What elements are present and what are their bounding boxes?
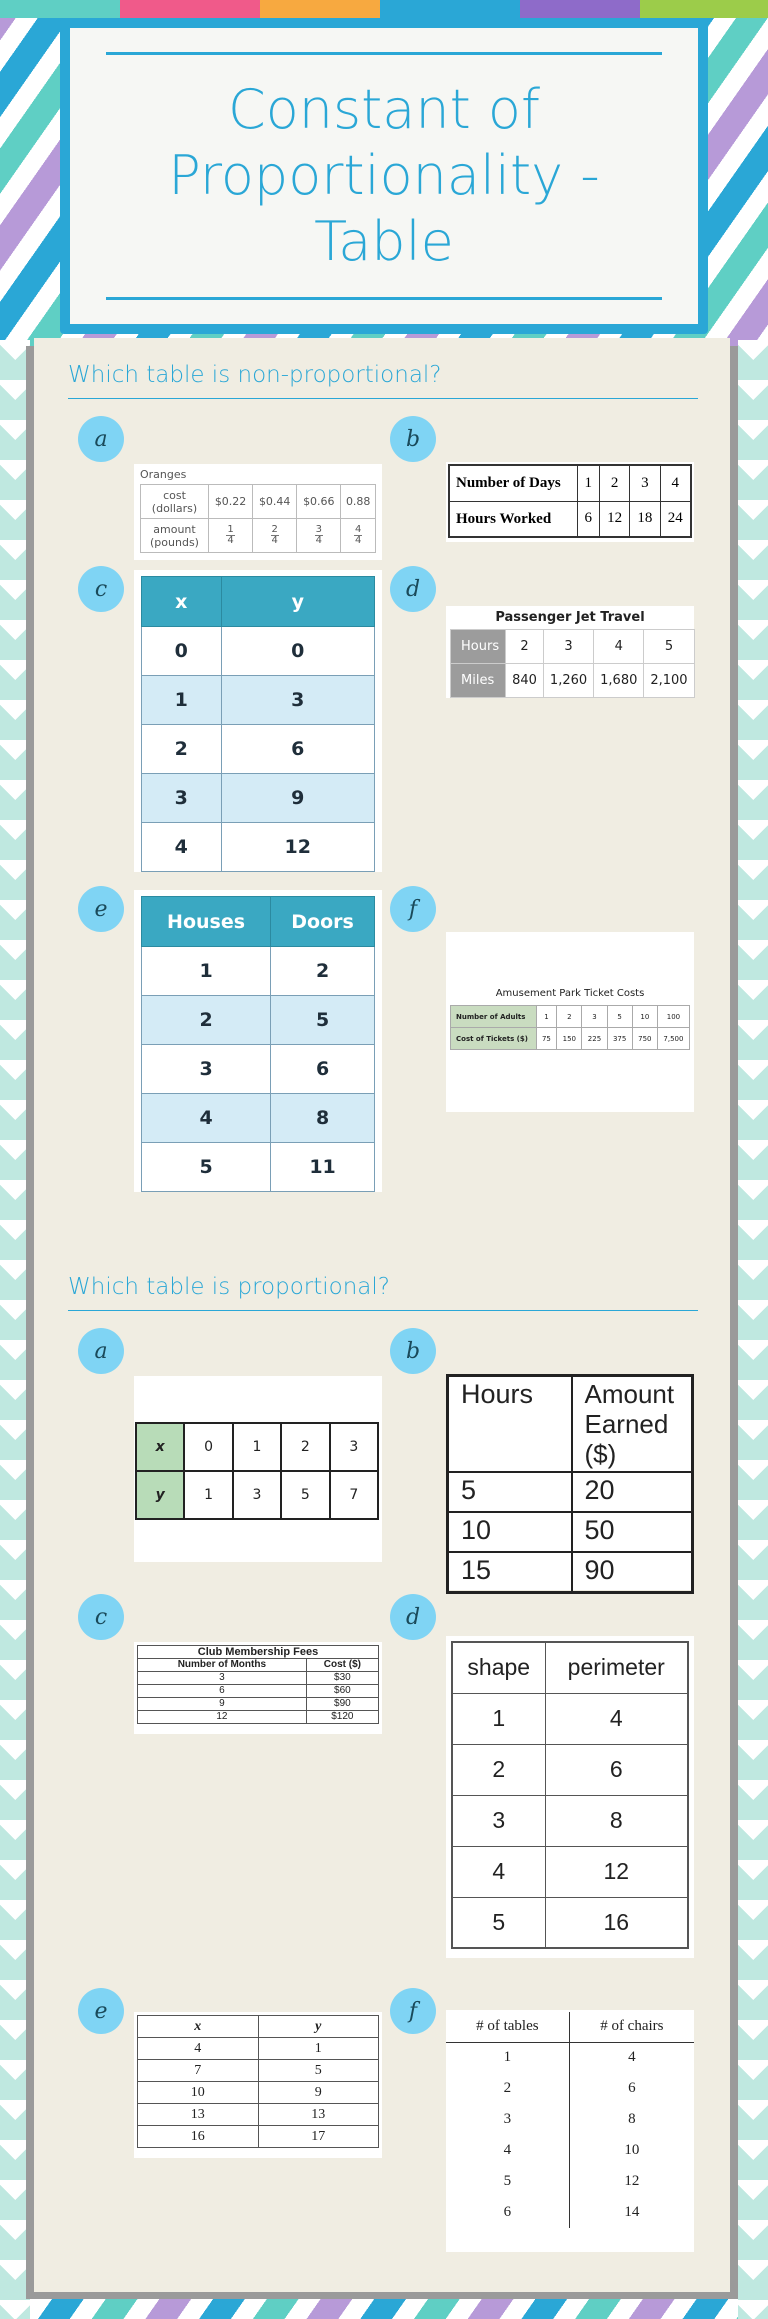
cell: 150 [557,1028,582,1050]
row-label: Hours [451,630,506,664]
cell: 4 [142,823,222,872]
column-header: Cost ($) [306,1659,378,1672]
xy-table-card [134,570,382,872]
cell: 6 [446,2197,569,2228]
cell: 5 [446,2166,569,2197]
cell: 3 [330,1423,378,1471]
cell: $0.44 [253,485,297,519]
amusement-caption: Amusement Park Ticket Costs [495,988,645,999]
cell: 100 [657,1006,689,1028]
cell: 12 [221,823,374,872]
cell: 90 [572,1552,693,1592]
cell: 10 [448,1512,572,1552]
column-header: x [138,2016,259,2038]
oranges-table-card [134,464,382,560]
xy-table [141,576,375,872]
xy-grid-card [134,1376,382,1562]
column-header: y [221,577,374,627]
cell: 10 [624,2142,640,2158]
right-pattern [738,340,768,2319]
row-label: x [136,1423,184,1471]
cell: 12 [138,1711,307,1724]
cell: 12 [545,1846,688,1897]
title-banner [60,18,708,334]
cell: 5 [281,1471,329,1519]
cell: 1,680 [594,664,644,698]
cell: 11 [271,1143,375,1192]
hours-earned-table [446,1374,694,1594]
column-header: y [258,2016,379,2038]
cell: 6 [628,2080,636,2096]
jet-caption: Passenger Jet Travel [495,610,645,625]
cell: 4 [452,1846,545,1897]
cell: 20 [572,1472,693,1512]
cell: $0.66 [297,485,341,519]
row-label: y [136,1471,184,1519]
label-badge-a: a [78,1328,124,1374]
cell: 3 [630,465,660,501]
label-badge-e: e [78,886,124,932]
cell: 1 [452,1693,545,1744]
cell: 225 [582,1028,607,1050]
cell: 2 [452,1744,545,1795]
label-badge-f: f [390,886,436,932]
fraction: $\frac{2}{4}$ [271,524,278,546]
cell: 2 [281,1423,329,1471]
cell: 1 [536,1006,557,1028]
cell: $120 [306,1711,378,1724]
label-badge-f: f [390,1988,436,2034]
xy-serif-table [137,2015,379,2148]
cell: 5 [271,996,375,1045]
cell: 7,500 [657,1028,689,1050]
jet-travel-card [446,606,694,698]
label-badge-d: d [390,1594,436,1640]
label-badge-a: a [78,416,124,462]
cell: 1 [258,2038,379,2060]
label-badge-b: b [390,416,436,462]
cell: 7 [138,2060,259,2082]
row-label: Number of Days [449,465,577,501]
shape-perimeter-table [451,1641,689,1949]
cell: 50 [572,1512,693,1552]
cell: 18 [630,501,660,537]
cell: 9 [258,2082,379,2104]
cell: 3 [452,1795,545,1846]
cell: 1 [184,1471,232,1519]
cell: 0 [221,627,374,676]
cell: $60 [306,1685,378,1698]
column-header: Number of Months [138,1659,307,1672]
cell: 1 [142,947,271,996]
section-heading-proportional: Which table is proportional? [68,1274,698,1311]
cell: 8 [628,2111,636,2127]
amusement-park-card [446,932,694,1112]
column-header: x [142,577,222,627]
cell: 3 [142,1045,271,1094]
cell: 12 [599,501,629,537]
cell: 3 [446,2104,569,2135]
cell: 2,100 [644,664,694,698]
cell: 5 [258,2060,379,2082]
cell: 8 [271,1094,375,1143]
cell: 3 [582,1006,607,1028]
table-caption: Club Membership Fees [138,1646,379,1659]
column-header: shape [452,1642,545,1693]
hours-earned-card [446,1374,694,1590]
cell: 6 [577,501,599,537]
cell: 9 [221,774,374,823]
cell: 5 [644,630,694,664]
cell: 5 [452,1897,545,1948]
cell: 1 [446,2042,569,2073]
cell: 4 [446,2135,569,2166]
cell: 0 [142,627,222,676]
cell: 4 [545,1693,688,1744]
column-header: perimeter [545,1642,688,1693]
cell: 840 [506,664,544,698]
cell: 2 [142,996,271,1045]
column-header: Amount Earned ($) [572,1376,693,1473]
cell: 13 [258,2104,379,2126]
cell: $30 [306,1672,378,1685]
row-label: Hours Worked [449,501,577,537]
column-header: # of tables [446,2012,569,2042]
cell: 6 [545,1744,688,1795]
row-label: cost (dollars) [141,485,209,519]
xy-grid-table [135,1422,379,1520]
cell: 15 [448,1552,572,1592]
cell: 1,260 [543,664,593,698]
cell: 375 [607,1028,632,1050]
cell: 9 [138,1698,307,1711]
cell: 10 [138,2082,259,2104]
cell: 4 [594,630,644,664]
cell: 5 [142,1143,271,1192]
days-hours-table [448,464,692,538]
fraction: $\frac{3}{4}$ [315,524,322,546]
oranges-table [140,484,376,553]
amusement-park-table [450,1005,690,1050]
column-header: Hours [448,1376,572,1473]
oranges-caption: Oranges [140,468,187,481]
row-label: Cost of Tickets ($) [451,1028,537,1050]
cell: 1 [233,1423,281,1471]
cell: 4 [660,465,691,501]
cell: 2 [142,725,222,774]
label-badge-b: b [390,1328,436,1374]
cell: 1 [577,465,599,501]
cell: 10 [632,1006,657,1028]
cell: 3 [233,1471,281,1519]
page-title: Constant of Proportionality - Table [168,78,600,273]
jet-travel-table [450,629,695,698]
cell: 16 [138,2126,259,2148]
cell: 3 [142,774,222,823]
cell: 14 [624,2204,640,2220]
fraction: $\frac{1}{4}$ [227,524,234,546]
cell: 2 [271,947,375,996]
cell: $0.22 [209,485,253,519]
label-badge-c: c [78,1594,124,1640]
row-label: Miles [451,664,506,698]
label-badge-e: e [78,1988,124,2034]
cell: 4 [628,2049,636,2066]
cell: 24 [660,501,691,537]
cell: 6 [271,1045,375,1094]
row-label: Number of Adults [451,1006,537,1028]
cell: 17 [258,2126,379,2148]
column-header: Houses [142,897,271,947]
cell: 750 [632,1028,657,1050]
row-label: amount (pounds) [141,519,209,553]
days-hours-table-card [446,462,694,542]
cell: 1 [142,676,222,725]
top-stripe [0,0,768,18]
cell: 3 [138,1672,307,1685]
cell: 2 [599,465,629,501]
cell: 7 [330,1471,378,1519]
section-heading-non-proportional: Which table is non-proportional? [68,362,698,399]
tables-chairs-card [446,2010,694,2252]
xy-serif-card [134,2012,382,2158]
cell: 0.88 [341,485,376,519]
tables-chairs-table [446,2012,694,2228]
club-membership-card [134,1642,382,1734]
cell: 4 [138,2038,259,2060]
cell: 12 [624,2173,640,2189]
cell: 3 [543,630,593,664]
cell: 5 [607,1006,632,1028]
cell: 6 [138,1685,307,1698]
houses-doors-card [134,890,382,1192]
cell: $90 [306,1698,378,1711]
club-membership-table [137,1645,379,1724]
cell: 5 [448,1472,572,1512]
cell: 13 [138,2104,259,2126]
cell: 6 [221,725,374,774]
fraction: $\frac{4}{4}$ [355,524,362,546]
cell: 3 [221,676,374,725]
shape-perimeter-card [446,1636,694,1958]
column-header: Doors [271,897,375,947]
label-badge-d: d [390,566,436,612]
cell: 2 [557,1006,582,1028]
cell: 2 [506,630,544,664]
houses-doors-table [141,896,375,1192]
label-badge-c: c [78,566,124,612]
column-header: # of chairs [569,2012,694,2042]
cell: 0 [184,1423,232,1471]
cell: 16 [545,1897,688,1948]
worksheet-panel [34,338,730,2292]
cell: 2 [446,2073,569,2104]
cell: 8 [545,1795,688,1846]
cell: 4 [142,1094,271,1143]
cell: 75 [536,1028,557,1050]
